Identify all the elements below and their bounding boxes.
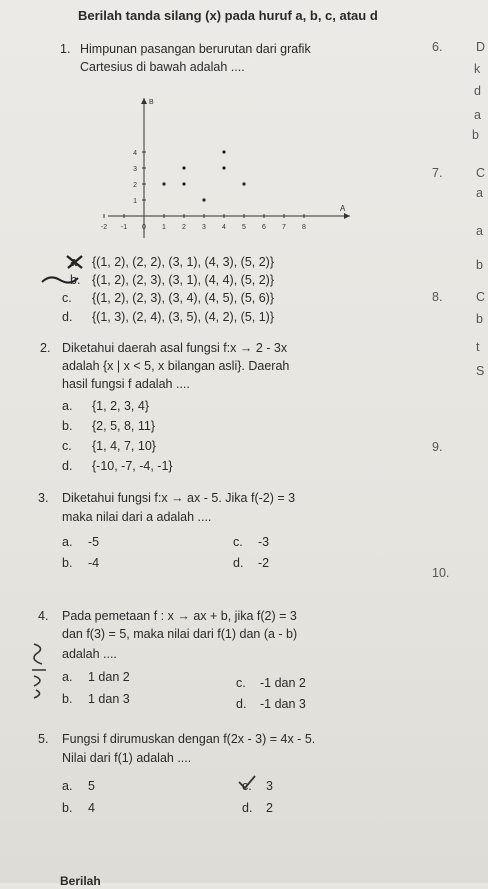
q2-option-c-letter[interactable]: c. [62,439,72,453]
graph-point [242,182,245,185]
q3-option-d-letter[interactable]: d. [233,556,244,570]
q4-option-a-letter[interactable]: a. [62,670,73,684]
q3-line2: maka nilai dari a adalah .... [62,510,212,524]
q2-option-b-letter[interactable]: b. [62,419,73,433]
q5-line2: Nilai dari f(1) adalah .... [62,751,192,765]
margin-text: b [472,128,479,142]
margin-text: D [476,40,486,54]
q3-number: 3. [38,491,49,505]
q3-option-a-letter[interactable]: a. [62,535,73,549]
q2-line2: adalah {x | x < 5, x bilangan asli}. Daerah [62,359,290,373]
x-tick-label: 6 [262,224,266,231]
q3-option-c-text[interactable]: -3 [258,535,270,549]
margin-text: b [476,258,483,272]
q3-option-a-text[interactable]: -5 [88,535,100,549]
q4-option-c-letter[interactable]: c. [236,676,246,690]
q3-line1: Diketahui fungsi f:x → ax - 5. Jika f(-2) = 3 [62,491,296,505]
graph-point [162,182,165,185]
q1-option-b-text[interactable]: {(1, 2), (2, 3), (3, 1), (4, 4), (5, 2)} [92,273,275,287]
q2-option-c-text[interactable]: {1, 4, 7, 10} [92,439,156,453]
bottom-cut-text: Berilah [60,874,101,888]
y-tick-label: 2 [133,182,137,189]
y-tick-label: 4 [133,150,137,157]
q4-option-a-text[interactable]: 1 dan 2 [88,670,130,684]
x-tick-label: 0 [142,224,146,231]
q5-option-a-letter[interactable]: a. [62,779,73,793]
margin-text: t [476,340,480,354]
q2-number: 2. [40,341,51,355]
margin-text: a [476,186,483,200]
margin-text: 10. [432,566,450,580]
margin-text: a [474,108,481,122]
margin-text: b [476,312,483,326]
x-axis-label: A [340,204,346,213]
q4-line2: dan f(3) = 5, maka nilai dari f(1) dan (a - b) [62,627,298,641]
y-axis-arrow [141,98,147,104]
q4-option-b-text[interactable]: 1 dan 3 [88,692,130,706]
margin-text: a [476,224,483,238]
x-tick-label: 8 [302,224,306,231]
q3-option-b-letter[interactable]: b. [62,556,73,570]
q5-line1: Fungsi f dirumuskan dengan f(2x - 3) = 4x - 5. [62,732,316,746]
q1-number: 1. [60,42,71,56]
q4-line3: adalah .... [62,647,117,661]
q1-line1: Himpunan pasangan berurutan dari grafik [80,42,311,56]
q4-option-b-letter[interactable]: b. [62,692,73,706]
x-tick-label: -1 [120,224,128,231]
margin-text: 6. [432,40,443,54]
q4-option-d-letter[interactable]: d. [236,697,247,711]
x-tick-label: 1 [162,224,166,231]
q5-option-c-text[interactable]: 3 [266,779,273,793]
graph-point [182,182,185,185]
margin-text: C [476,290,486,304]
q1-option-d-text[interactable]: {(1, 3), (2, 4), (3, 5), (4, 2), (5, 1)} [92,310,275,324]
q4-line1: Pada pemetaan f : x → ax + b, jika f(2) = 3 [62,609,297,623]
margin-text: k [474,62,481,76]
margin-text: S [476,364,485,378]
q4-number: 4. [38,609,49,623]
x-axis-arrow [344,213,350,219]
q2-option-b-text[interactable]: {2, 5, 8, 11} [92,419,156,433]
q3-option-c-letter[interactable]: c. [233,535,243,549]
q5-option-c-letter[interactable]: c. [242,779,252,793]
q2-option-a-text[interactable]: {1, 2, 3, 4} [92,399,149,413]
q5-option-d-text[interactable]: 2 [266,801,273,815]
q2-line1: Diketahui daerah asal fungsi f:x → 2 - 3x [62,341,288,355]
q1-option-c-text[interactable]: {(1, 2), (2, 3), (3, 4), (4, 5), (5, 6)} [92,291,275,305]
x-tick-label: 5 [242,224,246,231]
margin-text: 9. [432,440,443,454]
q4-option-d-text[interactable]: -1 dan 3 [260,697,306,711]
margin-text: d [474,84,481,98]
graph-point [222,150,225,153]
q2-option-a-letter[interactable]: a. [62,399,73,413]
q1-option-c-letter[interactable]: c. [62,291,72,305]
q5-option-d-letter[interactable]: d. [242,801,253,815]
q5-option-b-letter[interactable]: b. [62,801,73,815]
x-tick-label: 3 [202,224,206,231]
q3-option-b-text[interactable]: -4 [88,556,100,570]
margin-text: 7. [432,166,443,180]
q4-option-c-text[interactable]: -1 dan 2 [260,676,306,690]
y-tick-label: 3 [133,166,137,173]
q2-line3: hasil fungsi f adalah .... [62,377,190,391]
q1-option-a-text[interactable]: {(1, 2), (2, 2), (3, 1), (4, 3), (5, 2)} [92,255,275,269]
q5-number: 5. [38,732,49,746]
y-axis-label: B [149,99,154,106]
x-tick-label: 7 [282,224,286,231]
q5-option-a-text[interactable]: 5 [88,779,95,793]
q2-option-d-text[interactable]: {-10, -7, -4, -1} [92,459,173,473]
graph-point [182,166,185,169]
q5-option-b-text[interactable]: 4 [88,801,95,815]
q1-option-b-letter[interactable]: b. [70,273,81,287]
q2-option-d-letter[interactable]: d. [62,459,73,473]
x-tick-label: 2 [182,224,186,231]
instruction-text: Berilah tanda silang (x) pada huruf a, b, c, atau d [78,8,378,23]
margin-text: 8. [432,290,443,304]
graph-point [202,198,205,201]
q1-line2: Cartesius di bawah adalah .... [80,60,245,74]
x-tick-label: 4 [222,224,226,231]
handwritten-note [28,640,54,705]
margin-text: C [476,166,486,180]
q1-option-a-letter[interactable]: a. [70,255,81,269]
q1-option-d-letter[interactable]: d. [62,310,73,324]
q3-option-d-text[interactable]: -2 [258,556,270,570]
x-tick-label: -2 [100,224,108,231]
cartesian-graph [100,78,360,248]
y-tick-label: 1 [133,198,137,205]
graph-point [222,166,225,169]
